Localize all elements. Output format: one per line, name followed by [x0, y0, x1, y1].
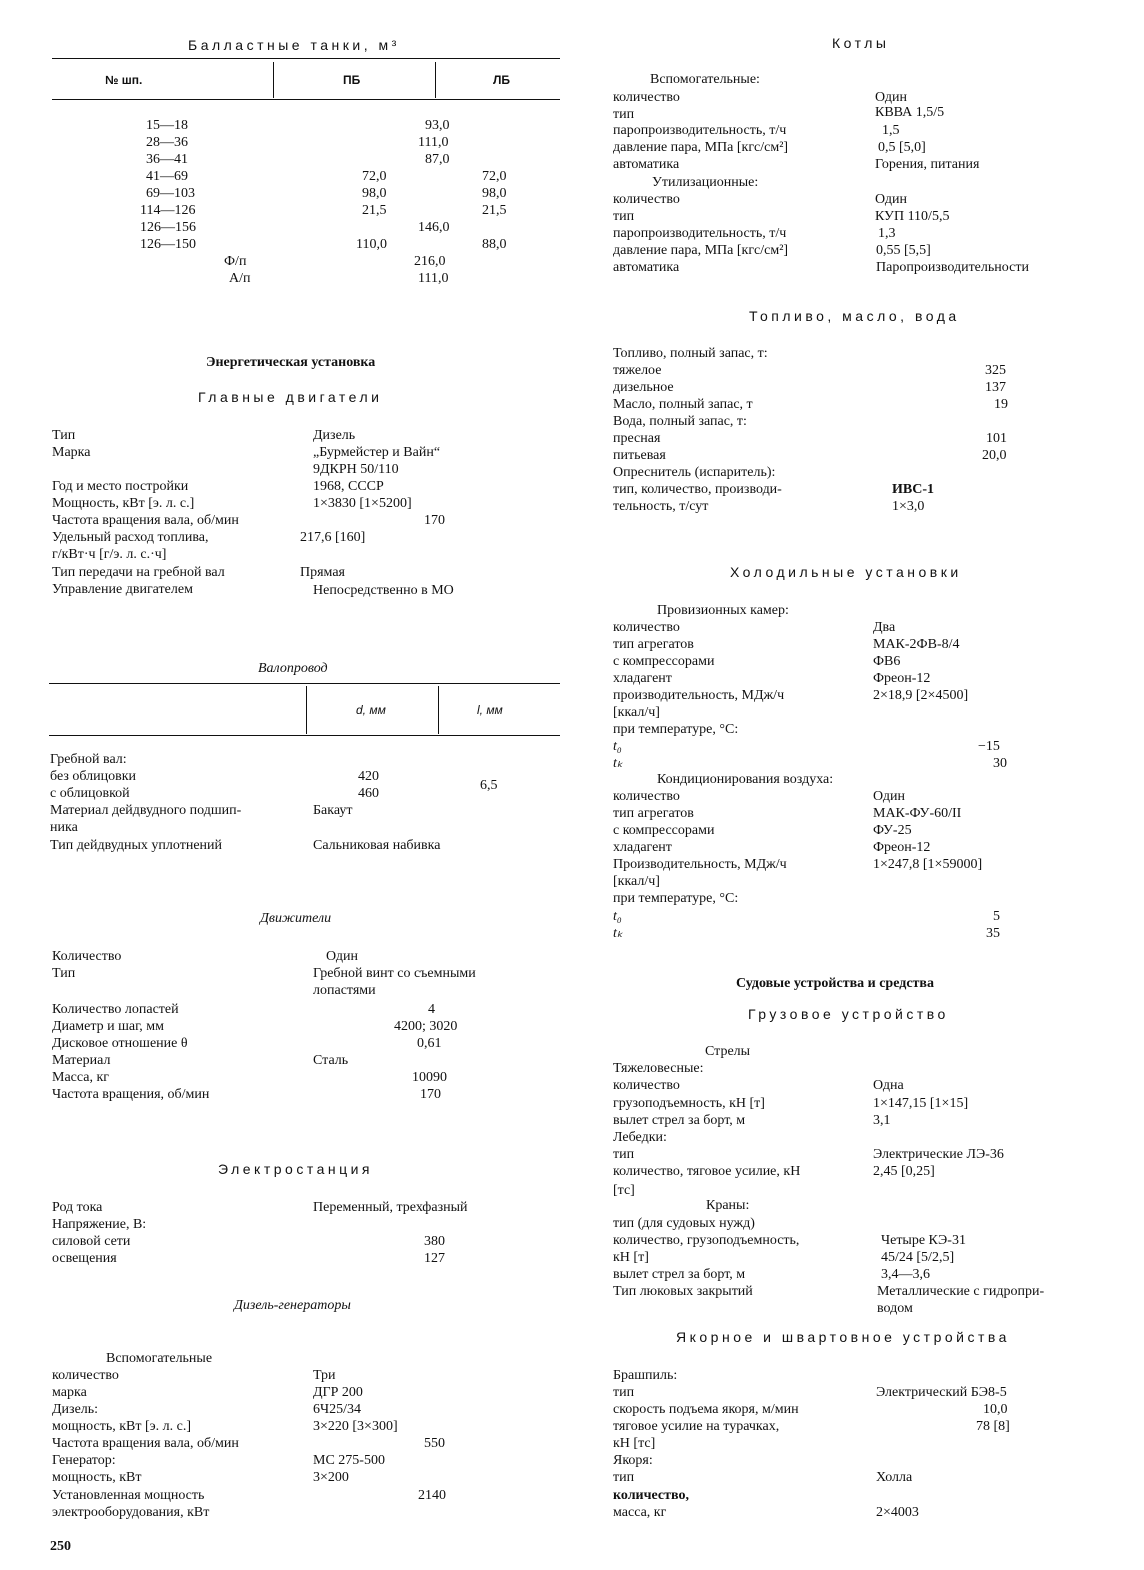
spec-value: 0,61	[417, 1036, 442, 1051]
spec-label: Генератор:	[52, 1453, 116, 1468]
spec-label: [ккал/ч]	[613, 874, 660, 889]
spec-label: Лебедки:	[613, 1130, 667, 1145]
spec-subheading: Краны:	[706, 1198, 750, 1213]
spec-value: 1×247,8 [1×59000]	[873, 857, 983, 872]
spec-label: Топливо, полный запас, т:	[613, 346, 768, 361]
spec-value: Один	[326, 949, 359, 964]
spec-value: 5	[993, 909, 1000, 924]
spec-value: Электрические ЛЭ-36	[873, 1147, 1004, 1162]
ballast-header-rule	[52, 99, 560, 100]
spec-label: количество	[613, 620, 680, 635]
spec-value: Два	[873, 620, 896, 635]
spec-label: Мощность, кВт [э. л. с.]	[52, 496, 195, 511]
spec-label: мощность, кВт [э. л. с.]	[52, 1419, 191, 1434]
spec-label: освещения	[52, 1251, 117, 1266]
spec-label: тип	[613, 1385, 635, 1400]
ballast-lb: 21,5	[482, 203, 507, 218]
shaft-header-d: d, мм	[356, 703, 386, 717]
spec-label: Количество	[52, 949, 122, 964]
spec-label: кН [т]	[613, 1250, 649, 1265]
spec-label: автоматика	[613, 260, 680, 275]
spec-value: Один	[873, 789, 906, 804]
ballast-value: 216,0	[414, 254, 446, 269]
spec-value: 170	[424, 513, 445, 528]
spec-label: Тип дейдвудных уплотнений	[50, 838, 223, 853]
spec-value: Горения, питания	[875, 157, 980, 172]
section-subtitle: Котлы	[832, 35, 890, 51]
spec-label: t₀	[613, 909, 622, 924]
shaft-header-l: l, мм	[477, 703, 503, 717]
spec-label: хладагент	[613, 671, 672, 686]
spec-value: ФВ6	[873, 654, 901, 669]
spec-value: МС 275-500	[313, 1453, 385, 1468]
spec-value: КВВА 1,5/5	[875, 105, 945, 120]
spec-label: питьевая	[613, 448, 666, 463]
section-title: Судовые устройства и средства	[736, 976, 934, 991]
ballast-frame: 36—41	[146, 152, 188, 167]
spec-value: 3,4—3,6	[881, 1267, 930, 1282]
ballast-title: Балластные танки, м³	[188, 37, 400, 53]
ballast-pb: 21,5	[362, 203, 387, 218]
shaft-header-rule	[49, 735, 560, 736]
spec-label: тип	[613, 1147, 635, 1162]
spec-value: 2×4003	[876, 1505, 919, 1520]
spec-label: паропроизводительность, т/ч	[613, 226, 787, 241]
spec-label: давление пара, МПа [кгс/см²]	[613, 140, 789, 155]
spec-label: Опреснитель (испаритель):	[613, 465, 776, 480]
spec-label: количество	[613, 1078, 680, 1093]
spec-label: электрооборудования, кВт	[52, 1505, 210, 1520]
spec-value: 325	[985, 363, 1006, 378]
spec-value: Фреон-12	[873, 671, 931, 686]
spec-label: количество, грузоподъемность,	[613, 1233, 800, 1248]
spec-value: 19	[994, 397, 1008, 412]
spec-value: 1,3	[878, 226, 896, 241]
section-subtitle: Якорное и швартовное устройства	[676, 1329, 1010, 1345]
spec-value: МАК-2ФВ-8/4	[873, 637, 960, 652]
spec-label: грузоподъемность, кН [т]	[613, 1096, 765, 1111]
spec-label: Тяжеловесные:	[613, 1061, 704, 1076]
spec-value: −15	[978, 739, 1000, 754]
shaft-col-divider	[306, 686, 307, 734]
spec-value: Электрический БЭ8-5	[876, 1385, 1007, 1400]
spec-label: давление пара, МПа [кгс/см²]	[613, 243, 789, 258]
spec-label: Год и место постройки	[52, 479, 189, 494]
spec-label: кН [тс]	[613, 1436, 656, 1451]
spec-value: 550	[424, 1436, 445, 1451]
spec-label: тяжелое	[613, 363, 662, 378]
spec-label: количество	[613, 90, 680, 105]
spec-value: лопастями	[313, 983, 376, 998]
spec-value: 170	[420, 1087, 441, 1102]
ballast-col-divider	[435, 62, 436, 98]
spec-label: tₖ	[613, 756, 623, 771]
spec-label: Гребной вал:	[50, 752, 127, 767]
shaft-col-divider	[438, 686, 439, 734]
spec-value: Прямая	[300, 565, 345, 580]
spec-value: ИВС-1	[892, 482, 934, 497]
spec-value: 0,5 [5,0]	[878, 140, 926, 155]
spec-value: ФУ-25	[873, 823, 912, 838]
section-subtitle: Движители	[260, 911, 332, 926]
spec-label: тип	[613, 107, 635, 122]
spec-label: Напряжение, В:	[52, 1217, 147, 1232]
spec-value: 1×3830 [1×5200]	[313, 496, 412, 511]
spec-value: 2,45 [0,25]	[873, 1164, 935, 1179]
spec-value: 137	[985, 380, 1006, 395]
ballast-table-top-rule	[52, 58, 560, 59]
spec-label: Частота вращения, об/мин	[52, 1087, 210, 1102]
spec-label: Дизель:	[52, 1402, 99, 1417]
section-title: Энергетическая установка	[206, 355, 376, 370]
ballast-frame: Ф/п	[224, 254, 247, 269]
spec-label: скорость подъема якоря, м/мин	[613, 1402, 799, 1417]
spec-value: Металлические с гидропри-	[877, 1284, 1045, 1299]
spec-label: Дисковое отношение θ	[52, 1036, 188, 1051]
spec-label: Материал дейдвудного подшип-	[50, 803, 242, 818]
spec-label: дизельное	[613, 380, 674, 395]
ballast-col-divider	[273, 62, 274, 98]
ballast-frame: А/п	[229, 271, 251, 286]
spec-label: при температуре, °С:	[613, 891, 739, 906]
spec-label: марка	[52, 1385, 87, 1400]
spec-value: ДГР 200	[313, 1385, 363, 1400]
spec-value: 2×18,9 [2×4500]	[873, 688, 969, 703]
spec-label: производительность, МДж/ч	[613, 688, 785, 703]
spec-label: тип агрегатов	[613, 637, 694, 652]
spec-value: Один	[875, 192, 908, 207]
spec-value: Холла	[876, 1470, 913, 1485]
spec-value: Сальниковая набивка	[313, 838, 441, 853]
spec-label: Тип передачи на гребной вал	[52, 565, 225, 580]
spec-value: 30	[993, 756, 1007, 771]
spec-label: Масса, кг	[52, 1070, 110, 1085]
spec-label: Удельный расход топлива,	[52, 530, 209, 545]
spec-subheading: Провизионных камер:	[657, 603, 789, 618]
spec-label: хладагент	[613, 840, 672, 855]
section-subtitle: Холодильные установки	[730, 564, 962, 580]
ballast-value: 111,0	[418, 271, 449, 286]
spec-label: Частота вращения вала, об/мин	[52, 513, 239, 528]
spec-value: 6,5	[480, 778, 498, 793]
spec-value: 217,6 [160]	[300, 530, 366, 545]
spec-value: водом	[877, 1301, 913, 1316]
spec-value: 10090	[412, 1070, 447, 1085]
section-subtitle: Главные двигатели	[198, 389, 383, 405]
section-subtitle: Электростанция	[218, 1161, 374, 1177]
spec-value: Один	[875, 90, 908, 105]
spec-value: 127	[424, 1251, 445, 1266]
spec-value: 10,0	[983, 1402, 1008, 1417]
ballast-header-frame: № шп.	[105, 73, 143, 87]
spec-label: Марка	[52, 445, 91, 460]
spec-label: без облицовки	[50, 769, 137, 784]
spec-label: с компрессорами	[613, 654, 715, 669]
ballast-pb: 110,0	[356, 237, 387, 252]
spec-label: тип	[613, 1470, 635, 1485]
spec-label: с облицовкой	[50, 786, 130, 801]
ballast-value: 146,0	[418, 220, 450, 235]
spec-label: с компрессорами	[613, 823, 715, 838]
spec-value: 2140	[418, 1488, 446, 1503]
ballast-frame: 15—18	[146, 118, 188, 133]
spec-label: Масло, полный запас, т	[613, 397, 753, 412]
spec-label: тип	[613, 209, 635, 224]
spec-label: Управление двигателем	[52, 582, 193, 597]
ballast-frame: 41—69	[146, 169, 188, 184]
spec-label: Род тока	[52, 1200, 103, 1215]
spec-label: автоматика	[613, 157, 680, 172]
spec-value: 35	[986, 926, 1000, 941]
spec-value: 9ДКРН 50/110	[313, 462, 399, 477]
spec-label: тип агрегатов	[613, 806, 694, 821]
spec-value: 1968, СССР	[313, 479, 384, 494]
ballast-pb: 98,0	[362, 186, 387, 201]
section-subtitle: Грузовое устройство	[748, 1006, 949, 1022]
spec-value: Четыре КЭ-31	[881, 1233, 966, 1248]
page-number: 250	[50, 1539, 71, 1554]
spec-value: 6Ч25/34	[313, 1402, 361, 1417]
spec-value: 101	[986, 431, 1007, 446]
spec-label: Производительность, МДж/ч	[613, 857, 787, 872]
spec-value: 4200; 3020	[394, 1019, 458, 1034]
spec-label: тяговое усилие на турачках,	[613, 1419, 780, 1434]
spec-subheading: Утилизационные:	[652, 175, 759, 190]
ballast-lb: 98,0	[482, 186, 507, 201]
spec-value: 78 [8]	[976, 1419, 1010, 1434]
spec-label: Вода, полный запас, т:	[613, 414, 747, 429]
spec-label: вылет стрел за борт, м	[613, 1113, 746, 1128]
spec-label: пресная	[613, 431, 661, 446]
ballast-pb: 72,0	[362, 169, 387, 184]
spec-label: количество	[613, 192, 680, 207]
ballast-value: 111,0	[418, 135, 449, 150]
spec-label: количество,	[613, 1488, 689, 1503]
spec-value: 380	[424, 1234, 445, 1249]
spec-value: Одна	[873, 1078, 904, 1093]
spec-label: паропроизводительность, т/ч	[613, 123, 787, 138]
spec-label: г/кВт·ч [г/э. л. с.·ч]	[52, 547, 167, 562]
spec-label: тип, количество, производи-	[613, 482, 782, 497]
spec-label: количество, тяговое усилие, кН	[613, 1164, 801, 1179]
spec-label: Брашпиль:	[613, 1368, 678, 1383]
shaft-table-top-rule	[49, 683, 560, 684]
spec-label: Диаметр и шаг, мм	[52, 1019, 164, 1034]
spec-label: тип (для судовых нужд)	[613, 1216, 755, 1231]
spec-value: 0,55 [5,5]	[876, 243, 931, 258]
spec-value: 1×147,15 [1×15]	[873, 1096, 969, 1111]
spec-value: 1,5	[882, 123, 900, 138]
ballast-value: 93,0	[425, 118, 450, 133]
spec-label: мощность, кВт	[52, 1470, 142, 1485]
spec-value: 3×200	[313, 1470, 349, 1485]
ballast-frame: 28—36	[146, 135, 188, 150]
spec-label: [тс]	[613, 1183, 635, 1198]
spec-value: Гребной винт со съемными	[313, 966, 476, 981]
spec-value: 460	[358, 786, 379, 801]
spec-label: Материал	[52, 1053, 111, 1068]
spec-label: вылет стрел за борт, м	[613, 1267, 746, 1282]
spec-value: „Бурмейстер и Вайн“	[313, 445, 441, 460]
spec-label: Тип	[52, 966, 76, 981]
spec-value: Непосредственно в МО	[313, 583, 454, 598]
spec-label: Тип люковых закрытий	[613, 1284, 753, 1299]
spec-value: Три	[313, 1368, 336, 1383]
spec-label: Якоря:	[613, 1453, 653, 1468]
spec-label: при температуре, °С:	[613, 722, 739, 737]
ballast-lb: 88,0	[482, 237, 507, 252]
ballast-frame: 69—103	[146, 186, 195, 201]
spec-label: масса, кг	[613, 1505, 667, 1520]
ballast-frame: 126—156	[140, 220, 196, 235]
spec-label: t₀	[613, 739, 622, 754]
section-subtitle: Топливо, масло, вода	[749, 308, 960, 324]
spec-subheading: Стрелы	[705, 1044, 751, 1059]
spec-value: Паропроизводительности	[876, 260, 1029, 275]
ballast-frame: 126—150	[140, 237, 196, 252]
spec-value: 3,1	[873, 1113, 891, 1128]
spec-subheading: Вспомогательные:	[650, 72, 760, 87]
ballast-frame: 114—126	[140, 203, 196, 218]
ballast-value: 87,0	[425, 152, 450, 167]
spec-label: Установленная мощность	[52, 1488, 205, 1503]
spec-label: Тип	[52, 428, 76, 443]
ballast-lb: 72,0	[482, 169, 507, 184]
spec-label: тельность, т/сут	[613, 499, 709, 514]
spec-value: 1×3,0	[892, 499, 925, 514]
spec-value: КУП 110/5,5	[875, 209, 950, 224]
spec-label: [ккал/ч]	[613, 705, 660, 720]
spec-value: Дизель	[313, 428, 356, 443]
spec-value: Фреон-12	[873, 840, 931, 855]
section-subtitle: Валопровод	[258, 661, 328, 676]
spec-value: 420	[358, 769, 379, 784]
spec-value: 3×220 [3×300]	[313, 1419, 398, 1434]
spec-label: Количество лопастей	[52, 1002, 179, 1017]
spec-label: ника	[50, 820, 78, 835]
spec-label: количество	[613, 789, 680, 804]
spec-label: tₖ	[613, 926, 623, 941]
spec-value: 20,0	[982, 448, 1007, 463]
ballast-header-pb: ПБ	[343, 73, 361, 87]
spec-label: Частота вращения вала, об/мин	[52, 1436, 239, 1451]
spec-value: Переменный, трехфазный	[313, 1200, 468, 1215]
spec-value: 45/24 [5/2,5]	[881, 1250, 955, 1265]
ballast-header-lb: ЛБ	[493, 73, 511, 87]
spec-value: МАК-ФУ-60/II	[873, 806, 962, 821]
spec-label: количество	[52, 1368, 119, 1383]
spec-value: 4	[428, 1002, 435, 1017]
spec-subheading: Кондиционирования воздуха:	[657, 772, 834, 787]
spec-value: Сталь	[313, 1053, 349, 1068]
spec-value: Бакаут	[313, 803, 353, 818]
section-subtitle: Дизель-генераторы	[234, 1298, 351, 1313]
spec-subheading: Вспомогательные	[106, 1351, 213, 1366]
spec-label: силовой сети	[52, 1234, 131, 1249]
